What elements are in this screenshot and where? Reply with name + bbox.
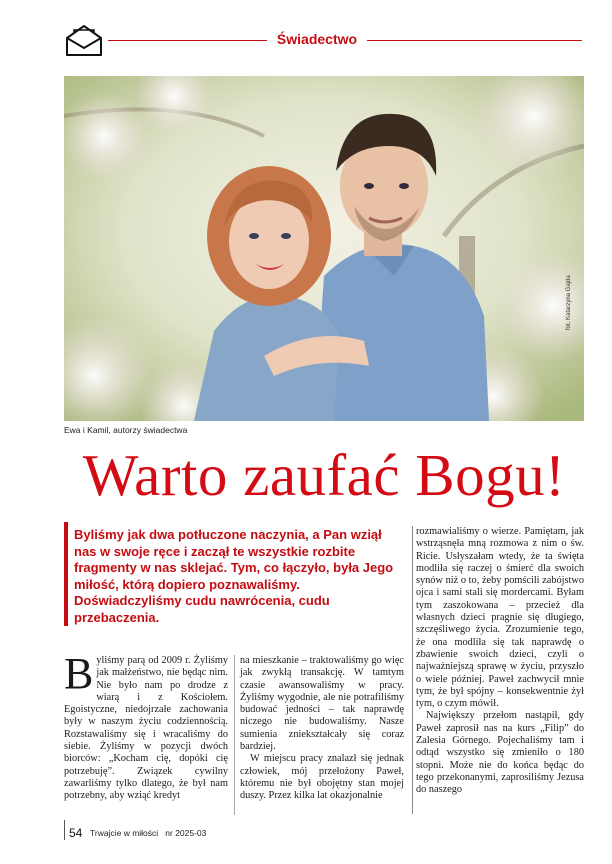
column-divider: [412, 526, 413, 814]
body-column-1: [64, 649, 228, 803]
lead-accent-bar: [64, 522, 68, 626]
paragraph: Największy przełom nastąpił, gdy Paweł zaprosił nas na kurs „Filip” do Zalesia Górnego. Pojechaliśmy tam i odtąd wszystko się zmieniło o 180 stopni. Może nie do końca będąc do tego przekonanymi, zaprosiliśmy Jezusa do naszego: [416, 710, 584, 796]
page-number: 54: [69, 826, 83, 840]
body-column-2: [240, 655, 404, 803]
magazine-name: Trwajcie w miłości nr 2025-03: [90, 828, 207, 838]
photo-caption: Ewa i Kamil, autorzy świadectwa: [64, 425, 188, 435]
paragraph: rozmawialiśmy o wierze. Pamiętam, jak wstrząsnęła mną rozmowa z nim o św. Ricie. Usłyszałam wtedy, że ta święta modliła się raczej o śmierć dla swoich synów niż o to, żeby pomścili zabójstwo ojca i sami stali się mordercami. Byłam tym zaszokowana – przecież dla własnych dzieci pragnie się długiego, szczęśliwego życia. Zrozumienie tego, że ona modliła się tak naprawdę o zbawienie swoich dzieci, czyli o najważniejszą sprawę w życiu, przyszło o wiele później. Paweł zachwycił mnie tym, że był spójny – konsekwentnie żył tym, o czym mówił.: [416, 526, 584, 710]
paragraph: na mieszkanie – traktowaliśmy go więc jak zwykłą transakcję. W tamtym czasie awansowaliśmy w pracy. Żyliśmy wygodnie, ale nie potrafiliśmy budować jedności – tak naprawdę niczego nie budowaliśmy. Nasze sumienia zniekształcały się coraz bardziej.: [240, 655, 404, 753]
section-label: Świadectwo: [267, 31, 367, 47]
article-lead: Byliśmy jak dwa potłuczone naczynia, a Pan wziął nas w swoje ręce i zaczął te wszystkie rozbite fragmenty w nas sklejać. Tym, co łączyło, była Jego miłość, którą dopiero poznawaliśmy. Doświadczyliśmy cudu nawrócenia, cudu przebaczenia.: [74, 527, 394, 625]
column-divider: [234, 655, 235, 815]
article-title: Warto zaufać Bogu!: [82, 442, 566, 508]
drop-cap: B: [64, 649, 94, 698]
photo-credit: fot. Katarzyna Gajda: [566, 275, 572, 330]
paragraph: yliśmy parą od 2009 r. Żyliśmy jak małżeństwo, nie będąc nim. Nie było nam po drodze z wiarą i z Kościołem. Egoistyczne, niedojrzałe zachowania były w naszym życiu codziennością. Rozstawaliśmy się i wracaliśmy do siebie. Żyliśmy w pozycji dwóch biorców: „Kocham cię, dopóki cię potrzebuję”. Związek cywilny zawarliśmy tylko dlatego, że był nam potrzebny, aby wziąć kredyt: [64, 655, 228, 802]
couple-photo: [64, 76, 584, 421]
envelope-icon: [64, 22, 104, 58]
footer-rule: [64, 820, 65, 840]
body-column-3: [416, 526, 584, 797]
paragraph: W miejscu pracy znalazł się jednak człowiek, mój przełożony Paweł, któremu nie był obojętny stan mojej duszy. Przez kilka lat okazjonalnie: [240, 753, 404, 802]
